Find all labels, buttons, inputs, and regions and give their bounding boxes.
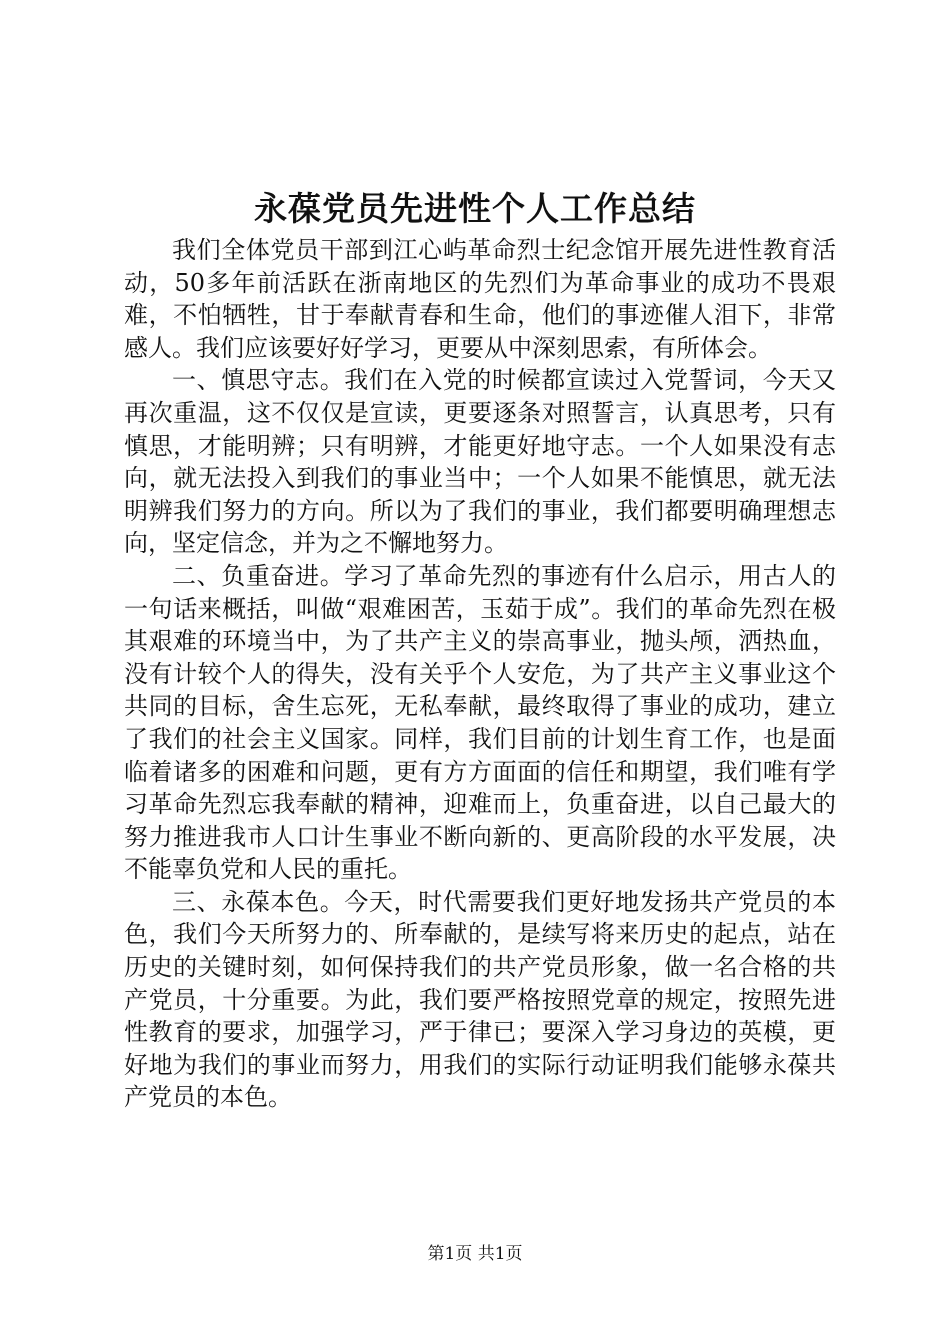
page-footer: 第1页 共1页 [427,1244,523,1264]
document-title: 永葆党员先进性个人工作总结 [254,189,696,228]
paragraph-section-3: 三、永葆本色。今天，时代需要我们更好地发扬共产党员的本色，我们今天所努力的、所奉献的，是续写将来历史的起点，站在历史的关键时刻，如何保持我们的共产党员形象，做一名合格的共产党员，十分重要。为此，我们要严格按照党章的规定，按照先进性教育的要求，加强学习，严于律已；要深入学习身边的英模，更好地为我们的事业而努力，用我们的实际行动证明我们能够永葆共产党员的本色。 [124,887,836,1112]
paragraph-section-2: 二、负重奋进。学习了革命先烈的事迹有什么启示，用古人的一句话来概括，叫做“艰难困苦，玉茹于成”。我们的革命先烈在极其艰难的环境当中，为了共产主义的崇高事业，抛头颅，洒热血，没有计较个人的得失，没有关乎个人安危，为了共产主义事业这个共同的目标，舍生忘死，无私奉献，最终取得了事业的成功，建立了我们的社会主义国家。同样，我们目前的计划生育工作，也是面临着诸多的困难和问题，更有方方面面的信任和期望，我们唯有学习革命先烈忘我奉献的精神，迎难而上，负重奋进，以自己最大的努力推进我市人口计生事业不断向新的、更高阶段的水平发展，决不能辜负党和人民的重托。 [124,561,836,884]
document-body [124,234,836,1114]
paragraph-intro: 我们全体党员干部到江心屿革命烈士纪念馆开展先进性教育活动，50多年前活跃在浙南地区的先烈们为革命事业的成功不畏艰难，不怕牺牲，甘于奉献青春和生命，他们的事迹催人泪下，非常感人。我们应该要好好学习，更要从中深刻思索，有所体会。 [124,236,836,362]
paragraph-section-1: 一、慎思守志。我们在入党的时候都宣读过入党誓词，今天又再次重温，这不仅仅是宣读，更要逐条对照誓言，认真思考，只有慎思，才能明辨；只有明辨，才能更好地守志。一个人如果没有志向，就无法投入到我们的事业当中；一个人如果不能慎思，就无法明辨我们努力的方向。所以为了我们的事业，我们都要明确理想志向，坚定信念，并为之不懈地努力。 [124,366,836,558]
